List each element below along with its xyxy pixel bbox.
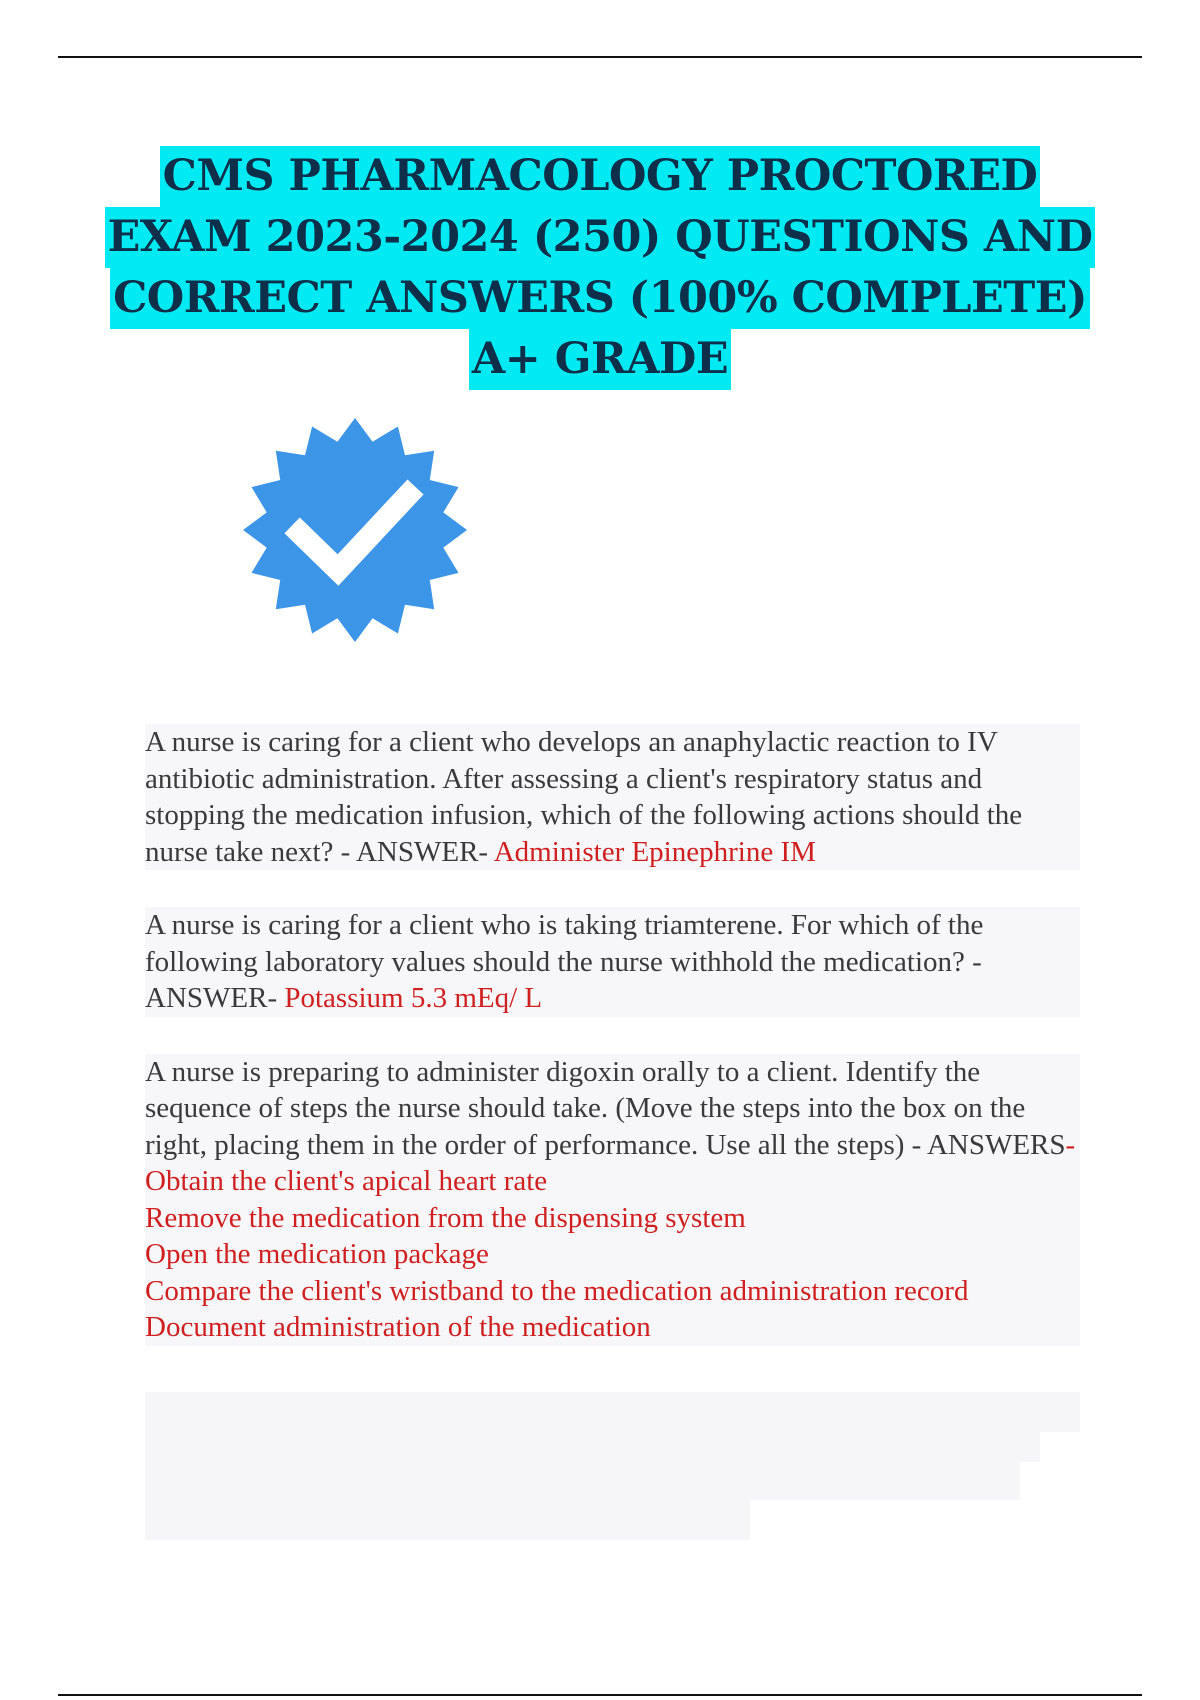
qa-item-2 xyxy=(145,907,1080,1017)
document-title xyxy=(100,146,1100,390)
verified-check-badge-icon xyxy=(240,415,470,645)
blurred-preview-block xyxy=(145,1392,1080,1540)
answer-text: Administer Epinephrine IM xyxy=(493,835,816,868)
answer-step-3: Open the medication package xyxy=(145,1238,489,1270)
qa-item-3 xyxy=(145,1054,1080,1346)
title-line-3: CORRECT ANSWERS (100% COMPLETE) xyxy=(110,268,1090,329)
question-text: A nurse is caring for a client who develops an anaphylactic reaction to IV antibiotic administration. After assessing a client's respiratory status and stopping the medication infusion, which of the following actions should the nurse take next? - ANSWER- xyxy=(145,726,1023,868)
question-text: A nurse is caring for a client who is taking triamterene. For which of the following laboratory values should the nurse withhold the medication? - ANSWER- xyxy=(145,909,984,1014)
title-line-2: EXAM 2023-2024 (250) QUESTIONS AND xyxy=(105,207,1096,268)
bottom-rule xyxy=(58,1694,1142,1696)
answer-step-2: Remove the medication from the dispensing system xyxy=(145,1201,746,1234)
answer-text: Potassium 5.3 mEq/ L xyxy=(284,982,543,1014)
qa-item-1 xyxy=(145,724,1080,870)
answer-step-1: - Obtain the client's apical heart rate xyxy=(145,1128,1076,1197)
qa-content xyxy=(145,724,1080,1383)
top-rule xyxy=(58,56,1142,58)
answer-step-4: Compare the client's wristband to the medication administration record xyxy=(145,1274,969,1307)
title-line-4: A+ GRADE xyxy=(469,329,731,390)
title-line-1: CMS PHARMACOLOGY PROCTORED xyxy=(160,146,1041,207)
question-text: A nurse is preparing to administer digoxin orally to a client. Identify the sequence of steps the nurse should take. (Move the steps into the box on the right, placing them in the order of performance. Use all the steps) - ANSWERS xyxy=(145,1055,1066,1161)
answer-step-5: Document administration of the medication xyxy=(145,1311,651,1343)
